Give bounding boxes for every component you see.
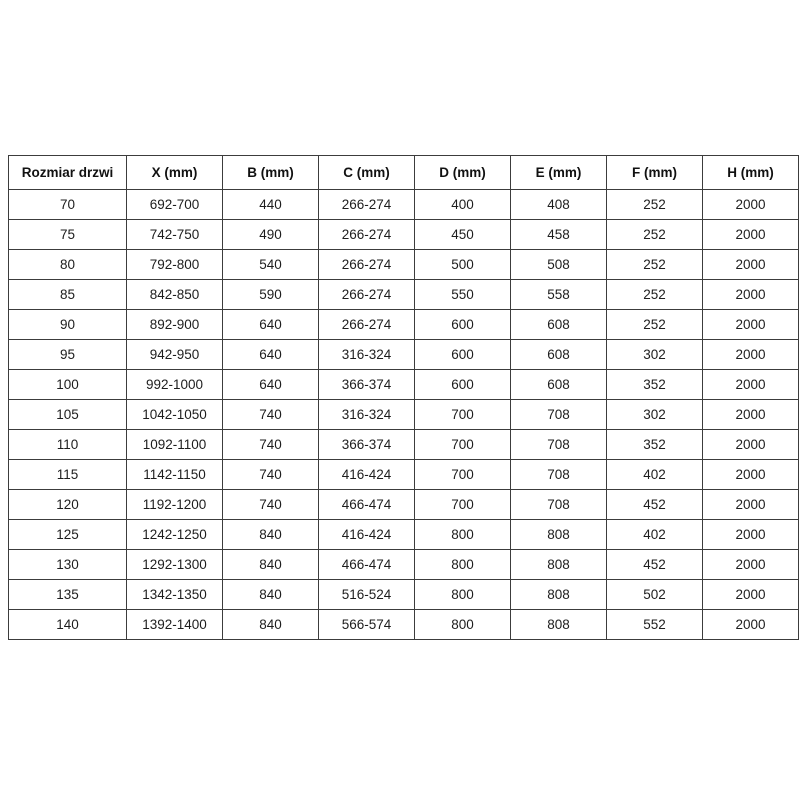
- table-row: [9, 190, 799, 220]
- table-cell: 540: [223, 250, 319, 280]
- table-cell: 302: [607, 400, 703, 430]
- table-cell: 840: [223, 520, 319, 550]
- table-cell: 1292-1300: [127, 550, 223, 580]
- table-row: [9, 310, 799, 340]
- table-cell: 1192-1200: [127, 490, 223, 520]
- table-cell: 452: [607, 550, 703, 580]
- table-cell: 1342-1350: [127, 580, 223, 610]
- table-cell: 566-574: [319, 610, 415, 640]
- table-cell: 740: [223, 430, 319, 460]
- table-cell: 75: [9, 220, 127, 250]
- table-cell: 416-424: [319, 520, 415, 550]
- table-cell: 840: [223, 580, 319, 610]
- table-cell: 266-274: [319, 190, 415, 220]
- table-cell: 800: [415, 550, 511, 580]
- table-cell: 516-524: [319, 580, 415, 610]
- table-row: [9, 370, 799, 400]
- table-cell: 2000: [703, 460, 799, 490]
- table-cell: 252: [607, 280, 703, 310]
- table-cell: 740: [223, 490, 319, 520]
- table-row: [9, 550, 799, 580]
- column-header: E (mm): [511, 156, 607, 190]
- table-cell: 125: [9, 520, 127, 550]
- table-cell: 740: [223, 460, 319, 490]
- table-cell: 2000: [703, 430, 799, 460]
- table-cell: 708: [511, 430, 607, 460]
- table-cell: 140: [9, 610, 127, 640]
- table-cell: 2000: [703, 370, 799, 400]
- table-cell: 490: [223, 220, 319, 250]
- column-header: B (mm): [223, 156, 319, 190]
- door-size-table: [8, 155, 799, 640]
- table-cell: 95: [9, 340, 127, 370]
- table-cell: 558: [511, 280, 607, 310]
- table-container: [8, 155, 799, 640]
- table-cell: 416-424: [319, 460, 415, 490]
- table-cell: 252: [607, 310, 703, 340]
- table-cell: 2000: [703, 490, 799, 520]
- table-cell: 692-700: [127, 190, 223, 220]
- table-cell: 1242-1250: [127, 520, 223, 550]
- table-cell: 252: [607, 250, 703, 280]
- table-cell: 608: [511, 370, 607, 400]
- table-cell: 708: [511, 460, 607, 490]
- header-row: [9, 156, 799, 190]
- table-cell: 640: [223, 340, 319, 370]
- table-cell: 2000: [703, 340, 799, 370]
- column-header: D (mm): [415, 156, 511, 190]
- table-row: [9, 220, 799, 250]
- table-cell: 550: [415, 280, 511, 310]
- table-cell: 400: [415, 190, 511, 220]
- table-cell: 600: [415, 310, 511, 340]
- table-cell: 366-374: [319, 430, 415, 460]
- table-cell: 440: [223, 190, 319, 220]
- table-cell: 2000: [703, 310, 799, 340]
- column-header: H (mm): [703, 156, 799, 190]
- table-cell: 266-274: [319, 250, 415, 280]
- column-header: F (mm): [607, 156, 703, 190]
- table-cell: 992-1000: [127, 370, 223, 400]
- table-cell: 352: [607, 430, 703, 460]
- table-cell: 942-950: [127, 340, 223, 370]
- table-cell: 70: [9, 190, 127, 220]
- table-cell: 808: [511, 550, 607, 580]
- table-cell: 402: [607, 520, 703, 550]
- table-cell: 85: [9, 280, 127, 310]
- table-cell: 808: [511, 520, 607, 550]
- table-cell: 115: [9, 460, 127, 490]
- table-cell: 2000: [703, 220, 799, 250]
- table-row: [9, 430, 799, 460]
- table-cell: 458: [511, 220, 607, 250]
- table-cell: 700: [415, 430, 511, 460]
- table-cell: 742-750: [127, 220, 223, 250]
- table-cell: 252: [607, 220, 703, 250]
- table-cell: 640: [223, 370, 319, 400]
- table-cell: 466-474: [319, 550, 415, 580]
- table-cell: 90: [9, 310, 127, 340]
- table-cell: 892-900: [127, 310, 223, 340]
- table-cell: 2000: [703, 250, 799, 280]
- table-row: [9, 610, 799, 640]
- table-row: [9, 340, 799, 370]
- table-cell: 2000: [703, 280, 799, 310]
- table-cell: 2000: [703, 190, 799, 220]
- table-cell: 700: [415, 460, 511, 490]
- table-cell: 135: [9, 580, 127, 610]
- table-row: [9, 490, 799, 520]
- column-header: X (mm): [127, 156, 223, 190]
- table-cell: 600: [415, 370, 511, 400]
- table-cell: 552: [607, 610, 703, 640]
- table-row: [9, 460, 799, 490]
- table-row: [9, 580, 799, 610]
- table-cell: 502: [607, 580, 703, 610]
- table-cell: 608: [511, 310, 607, 340]
- table-cell: 600: [415, 340, 511, 370]
- column-header: Rozmiar drzwi: [9, 156, 127, 190]
- table-cell: 640: [223, 310, 319, 340]
- table-cell: 316-324: [319, 340, 415, 370]
- table-cell: 1142-1150: [127, 460, 223, 490]
- table-cell: 266-274: [319, 220, 415, 250]
- table-cell: 840: [223, 610, 319, 640]
- table-cell: 800: [415, 520, 511, 550]
- table-cell: 708: [511, 400, 607, 430]
- table-cell: 450: [415, 220, 511, 250]
- table-body: [9, 190, 799, 640]
- table-cell: 352: [607, 370, 703, 400]
- table-cell: 466-474: [319, 490, 415, 520]
- table-cell: 1392-1400: [127, 610, 223, 640]
- column-header: C (mm): [319, 156, 415, 190]
- table-cell: 402: [607, 460, 703, 490]
- table-cell: 452: [607, 490, 703, 520]
- table-cell: 130: [9, 550, 127, 580]
- table-cell: 500: [415, 250, 511, 280]
- table-cell: 120: [9, 490, 127, 520]
- table-cell: 366-374: [319, 370, 415, 400]
- table-cell: 100: [9, 370, 127, 400]
- table-cell: 792-800: [127, 250, 223, 280]
- table-cell: 105: [9, 400, 127, 430]
- table-cell: 2000: [703, 520, 799, 550]
- table-cell: 2000: [703, 400, 799, 430]
- table-cell: 316-324: [319, 400, 415, 430]
- table-row: [9, 250, 799, 280]
- table-cell: 110: [9, 430, 127, 460]
- table-row: [9, 520, 799, 550]
- table-cell: 708: [511, 490, 607, 520]
- table-cell: 842-850: [127, 280, 223, 310]
- table-cell: 2000: [703, 580, 799, 610]
- table-header: [9, 156, 799, 190]
- table-cell: 80: [9, 250, 127, 280]
- table-row: [9, 400, 799, 430]
- table-cell: 1092-1100: [127, 430, 223, 460]
- table-cell: 608: [511, 340, 607, 370]
- table-cell: 840: [223, 550, 319, 580]
- table-cell: 590: [223, 280, 319, 310]
- table-cell: 800: [415, 610, 511, 640]
- table-cell: 808: [511, 580, 607, 610]
- table-cell: 2000: [703, 610, 799, 640]
- table-cell: 252: [607, 190, 703, 220]
- table-row: [9, 280, 799, 310]
- table-cell: 266-274: [319, 280, 415, 310]
- table-cell: 508: [511, 250, 607, 280]
- table-cell: 266-274: [319, 310, 415, 340]
- table-cell: 808: [511, 610, 607, 640]
- table-cell: 700: [415, 490, 511, 520]
- table-cell: 1042-1050: [127, 400, 223, 430]
- table-cell: 740: [223, 400, 319, 430]
- table-cell: 2000: [703, 550, 799, 580]
- table-cell: 700: [415, 400, 511, 430]
- table-cell: 302: [607, 340, 703, 370]
- table-cell: 800: [415, 580, 511, 610]
- table-cell: 408: [511, 190, 607, 220]
